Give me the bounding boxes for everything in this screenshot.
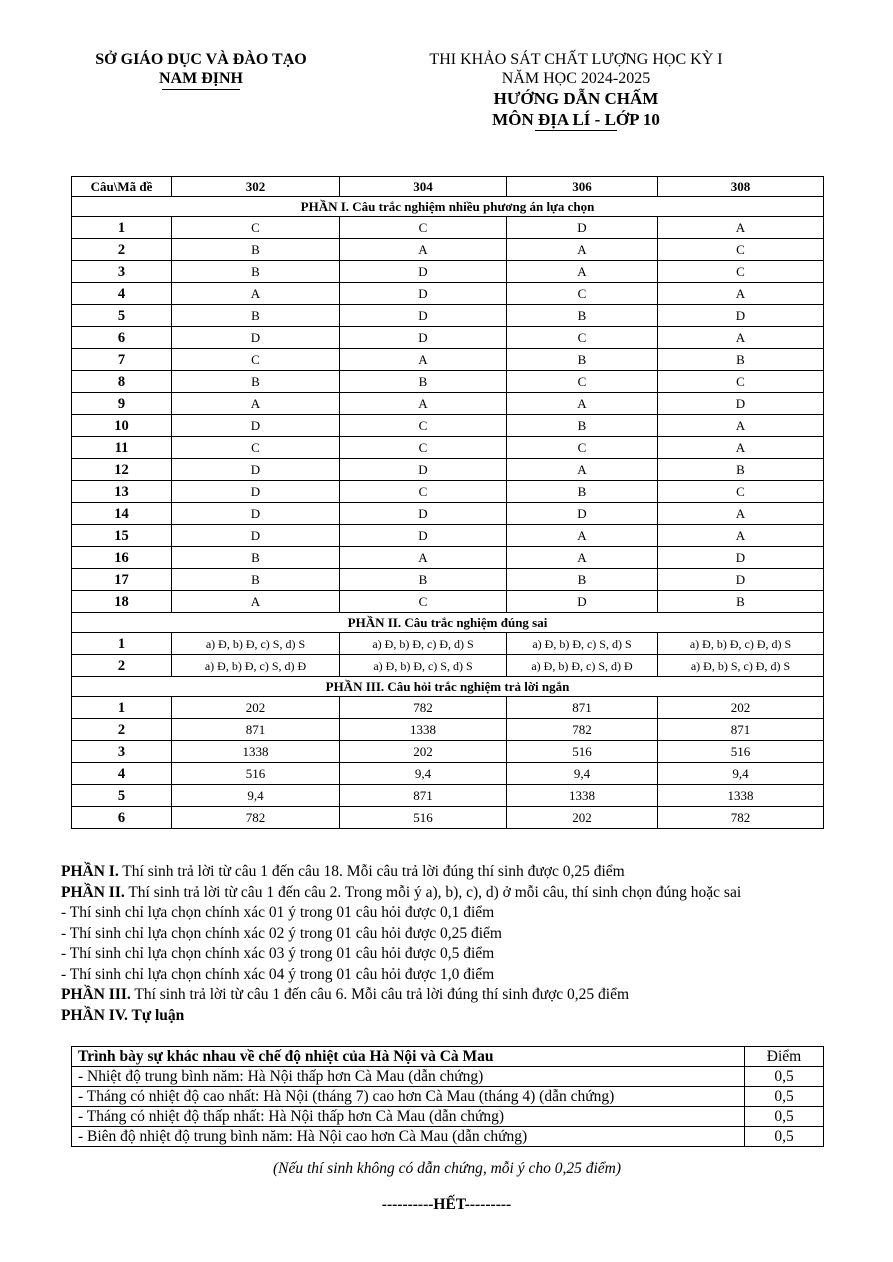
answer-cell: B: [172, 305, 340, 327]
section-title: PHẦN II. Câu trắc nghiệm đúng sai: [72, 613, 824, 633]
answer-cell: C: [658, 261, 824, 283]
note-part2-item: - Thí sinh chỉ lựa chọn chính xác 02 ý trong 01 câu hỏi được 0,25 điểm: [61, 924, 502, 942]
essay-criterion: - Nhiệt độ trung bình năm: Hà Nội thấp hơn Cà Mau (dẫn chứng): [72, 1067, 745, 1087]
essay-criterion: - Biên độ nhiệt độ trung bình năm: Hà Nội cao hơn Cà Mau (dẫn chứng): [72, 1127, 745, 1147]
note-part3-text: Thí sinh trả lời từ câu 1 đến câu 6. Mỗi câu trả lời đúng thí sinh được 0,25 điểm: [130, 986, 630, 1003]
answer-cell: B: [172, 239, 340, 261]
question-number: 2: [72, 719, 172, 741]
answer-cell: A: [507, 393, 658, 415]
section-row: [72, 613, 824, 633]
answer-cell: 202: [340, 741, 507, 763]
answer-cell: a) Đ, b) Đ, c) S, d) S: [507, 633, 658, 655]
answer-cell: A: [172, 591, 340, 613]
answer-cell: A: [172, 283, 340, 305]
answer-cell: 9,4: [172, 785, 340, 807]
question-number: 14: [72, 503, 172, 525]
answer-row: [72, 283, 824, 305]
question-number: 1: [72, 697, 172, 719]
answer-row: [72, 697, 824, 719]
code-header: 304: [340, 177, 507, 197]
question-number: 3: [72, 261, 172, 283]
question-number: 6: [72, 807, 172, 829]
answer-cell: 782: [172, 807, 340, 829]
answer-cell: B: [507, 569, 658, 591]
answer-cell: C: [658, 481, 824, 503]
question-number: 18: [72, 591, 172, 613]
essay-question: Trình bày sự khác nhau về chế độ nhiệt của Hà Nội và Cà Mau: [72, 1047, 745, 1067]
answer-row: [72, 719, 824, 741]
answer-row: [72, 741, 824, 763]
answer-cell: D: [340, 503, 507, 525]
essay-score: 0,5: [745, 1087, 824, 1107]
essay-row: [72, 1107, 824, 1127]
question-number: 3: [72, 741, 172, 763]
answer-row: [72, 481, 824, 503]
answer-row: [72, 393, 824, 415]
answer-cell: C: [340, 437, 507, 459]
answer-cell: 1338: [658, 785, 824, 807]
header-underline: [162, 89, 240, 90]
answer-cell: a) Đ, b) Đ, c) S, d) S: [340, 655, 507, 677]
exam-name: THI KHẢO SÁT CHẤT LƯỢNG HỌC KỲ I: [429, 51, 723, 68]
answer-cell: 516: [340, 807, 507, 829]
answer-cell: 202: [658, 697, 824, 719]
note-part2-item: - Thí sinh chỉ lựa chọn chính xác 03 ý trong 01 câu hỏi được 0,5 điểm: [61, 945, 495, 962]
answer-cell: C: [172, 349, 340, 371]
answer-cell: D: [507, 503, 658, 525]
answer-key-header-row: [72, 177, 824, 197]
question-number: 1: [72, 217, 172, 239]
answer-cell: A: [340, 547, 507, 569]
question-number: 15: [72, 525, 172, 547]
document-title: HƯỚNG DẪN CHẤM: [493, 89, 659, 108]
issuer-department: SỞ GIÁO DỤC VÀ ĐÀO TẠO: [95, 51, 307, 68]
answer-cell: A: [658, 525, 824, 547]
answer-cell: B: [172, 261, 340, 283]
answer-row: [72, 547, 824, 569]
question-number: 2: [72, 239, 172, 261]
code-header: 308: [658, 177, 824, 197]
answer-cell: D: [172, 415, 340, 437]
answer-cell: 516: [172, 763, 340, 785]
answer-key-body: [72, 197, 824, 829]
answer-row: [72, 415, 824, 437]
question-number: 12: [72, 459, 172, 481]
answer-cell: A: [340, 239, 507, 261]
answer-cell: a) Đ, b) S, c) Đ, d) S: [658, 655, 824, 677]
answer-cell: A: [658, 415, 824, 437]
answer-cell: D: [340, 525, 507, 547]
answer-row: [72, 437, 824, 459]
answer-cell: A: [658, 217, 824, 239]
answer-cell: B: [658, 349, 824, 371]
question-number: 11: [72, 437, 172, 459]
answer-row: [72, 261, 824, 283]
answer-cell: C: [507, 437, 658, 459]
issuer-header: [78, 50, 324, 90]
answer-cell: C: [172, 437, 340, 459]
code-header: 302: [172, 177, 340, 197]
answer-cell: 1338: [507, 785, 658, 807]
answer-cell: D: [340, 261, 507, 283]
question-number: 4: [72, 763, 172, 785]
question-number: 4: [72, 283, 172, 305]
answer-cell: A: [507, 239, 658, 261]
answer-cell: D: [507, 591, 658, 613]
answer-cell: C: [340, 217, 507, 239]
answer-cell: a) Đ, b) Đ, c) Đ, d) S: [340, 633, 507, 655]
answer-row: [72, 459, 824, 481]
answer-cell: 9,4: [507, 763, 658, 785]
answer-cell: D: [172, 327, 340, 349]
essay-body: [72, 1067, 824, 1147]
note-part4: [61, 1006, 837, 1027]
answer-cell: A: [658, 283, 824, 305]
answer-row: [72, 327, 824, 349]
answer-cell: D: [658, 305, 824, 327]
essay-header-row: [72, 1047, 824, 1067]
answer-cell: D: [172, 481, 340, 503]
question-number: 5: [72, 305, 172, 327]
note-part2-text: Thí sinh trả lời từ câu 1 đến câu 2. Trong mỗi ý a), b), c), d) ở mỗi câu, thí sinh chọn đúng hoặc sai: [124, 883, 742, 901]
scoring-notes: [61, 862, 837, 1026]
answer-cell: D: [172, 525, 340, 547]
answer-cell: A: [658, 503, 824, 525]
answer-cell: 202: [507, 807, 658, 829]
note-part3: [61, 985, 837, 1006]
essay-score: 0,5: [745, 1127, 824, 1147]
answer-row: [72, 349, 824, 371]
corner-header: Câu\Mã đề: [72, 177, 172, 197]
answer-cell: B: [340, 371, 507, 393]
note-part1-label: PHẦN I.: [61, 863, 119, 880]
essay-score: 0,5: [745, 1107, 824, 1127]
answer-cell: D: [340, 459, 507, 481]
answer-cell: 871: [658, 719, 824, 741]
title-underline: [535, 130, 617, 131]
question-number: 7: [72, 349, 172, 371]
answer-cell: D: [172, 503, 340, 525]
answer-row: [72, 591, 824, 613]
note-part1: [61, 862, 837, 883]
answer-cell: B: [507, 305, 658, 327]
answer-cell: 9,4: [658, 763, 824, 785]
essay-criterion: - Tháng có nhiệt độ cao nhất: Hà Nội (tháng 7) cao hơn Cà Mau (tháng 4) (dẫn chứng): [72, 1087, 745, 1107]
school-year: NĂM HỌC 2024-2025: [501, 70, 651, 87]
question-number: 13: [72, 481, 172, 503]
answer-cell: 516: [507, 741, 658, 763]
essay-score: 0,5: [745, 1067, 824, 1087]
essay-row: [72, 1067, 824, 1087]
answer-key-table: [71, 176, 824, 829]
answer-row: [72, 525, 824, 547]
question-number: 5: [72, 785, 172, 807]
answer-cell: C: [340, 415, 507, 437]
essay-row: [72, 1127, 824, 1147]
answer-cell: B: [507, 349, 658, 371]
question-number: 17: [72, 569, 172, 591]
section-row: [72, 197, 824, 217]
answer-cell: B: [507, 415, 658, 437]
note-part2: [61, 883, 837, 904]
section-title: PHẦN I. Câu trắc nghiệm nhiều phương án lựa chọn: [72, 197, 824, 217]
answer-cell: A: [658, 327, 824, 349]
answer-cell: C: [507, 327, 658, 349]
section-title: PHẦN III. Câu hỏi trắc nghiệm trả lời ngắn: [72, 677, 824, 697]
note-part4-label: PHẦN IV. Tự luận: [61, 1006, 185, 1024]
answer-cell: C: [507, 283, 658, 305]
answer-row: [72, 305, 824, 327]
answer-cell: D: [658, 547, 824, 569]
answer-cell: B: [340, 569, 507, 591]
answer-cell: 1338: [172, 741, 340, 763]
answer-cell: 782: [658, 807, 824, 829]
answer-cell: A: [507, 261, 658, 283]
note-part3-label: PHẦN III.: [61, 986, 131, 1003]
answer-cell: C: [340, 481, 507, 503]
answer-cell: A: [507, 547, 658, 569]
answer-cell: A: [507, 459, 658, 481]
answer-row: [72, 633, 824, 655]
answer-cell: A: [658, 437, 824, 459]
essay-footnote: (Nếu thí sinh không có dẫn chứng, mỗi ý cho 0,25 điểm): [272, 1160, 622, 1177]
exam-header: [366, 50, 786, 131]
answer-cell: A: [507, 525, 658, 547]
essay-row: [72, 1087, 824, 1107]
question-number: 6: [72, 327, 172, 349]
question-number: 8: [72, 371, 172, 393]
answer-cell: a) Đ, b) Đ, c) S, d) Đ: [172, 655, 340, 677]
answer-cell: B: [172, 371, 340, 393]
answer-row: [72, 569, 824, 591]
answer-cell: a) Đ, b) Đ, c) S, d) S: [172, 633, 340, 655]
answer-cell: a) Đ, b) Đ, c) Đ, d) S: [658, 633, 824, 655]
answer-cell: B: [507, 481, 658, 503]
answer-cell: C: [340, 591, 507, 613]
answer-cell: 516: [658, 741, 824, 763]
answer-cell: 871: [340, 785, 507, 807]
answer-cell: C: [172, 217, 340, 239]
section-row: [72, 677, 824, 697]
note-part1-text: Thí sinh trả lời từ câu 1 đến câu 18. Mỗi câu trả lời đúng thí sinh được 0,25 điểm: [118, 863, 625, 880]
answer-cell: D: [340, 283, 507, 305]
answer-cell: C: [507, 371, 658, 393]
answer-cell: A: [172, 393, 340, 415]
essay-points-header: Điểm: [745, 1047, 824, 1067]
answer-cell: D: [658, 569, 824, 591]
question-number: 16: [72, 547, 172, 569]
answer-row: [72, 239, 824, 261]
answer-cell: A: [340, 349, 507, 371]
subject-title: MÔN ĐỊA LÍ - LỚP 10: [492, 110, 660, 129]
question-number: 10: [72, 415, 172, 437]
issuer-province: NAM ĐỊNH: [159, 70, 243, 87]
answer-cell: D: [172, 459, 340, 481]
answer-cell: B: [658, 591, 824, 613]
answer-cell: 782: [340, 697, 507, 719]
answer-cell: D: [340, 305, 507, 327]
question-number: 1: [72, 633, 172, 655]
answer-cell: D: [507, 217, 658, 239]
answer-cell: 782: [507, 719, 658, 741]
essay-criterion: - Tháng có nhiệt độ thấp nhất: Hà Nội thấp hơn Cà Mau (dẫn chứng): [72, 1107, 745, 1127]
answer-cell: a) Đ, b) Đ, c) S, d) Đ: [507, 655, 658, 677]
answer-cell: 202: [172, 697, 340, 719]
note-part2-label: PHẦN II.: [61, 883, 125, 901]
answer-cell: D: [658, 393, 824, 415]
answer-row: [72, 785, 824, 807]
answer-cell: 871: [507, 697, 658, 719]
question-number: 9: [72, 393, 172, 415]
answer-cell: 9,4: [340, 763, 507, 785]
essay-rubric-table: [71, 1046, 824, 1147]
answer-cell: C: [658, 371, 824, 393]
answer-cell: B: [658, 459, 824, 481]
note-part2-item: - Thí sinh chỉ lựa chọn chính xác 04 ý trong 01 câu hỏi được 1,0 điểm: [61, 965, 495, 983]
answer-row: [72, 763, 824, 785]
answer-cell: A: [340, 393, 507, 415]
answer-cell: 1338: [340, 719, 507, 741]
answer-cell: C: [658, 239, 824, 261]
code-header: 306: [507, 177, 658, 197]
answer-cell: 871: [172, 719, 340, 741]
answer-cell: B: [172, 547, 340, 569]
answer-row: [72, 371, 824, 393]
answer-row: [72, 807, 824, 829]
answer-row: [72, 503, 824, 525]
end-mark: ----------HẾT---------: [381, 1196, 512, 1213]
answer-cell: B: [172, 569, 340, 591]
answer-row: [72, 655, 824, 677]
answer-row: [72, 217, 824, 239]
note-part2-item: - Thí sinh chỉ lựa chọn chính xác 01 ý trong 01 câu hỏi được 0,1 điểm: [61, 904, 495, 921]
question-number: 2: [72, 655, 172, 677]
answer-cell: D: [340, 327, 507, 349]
